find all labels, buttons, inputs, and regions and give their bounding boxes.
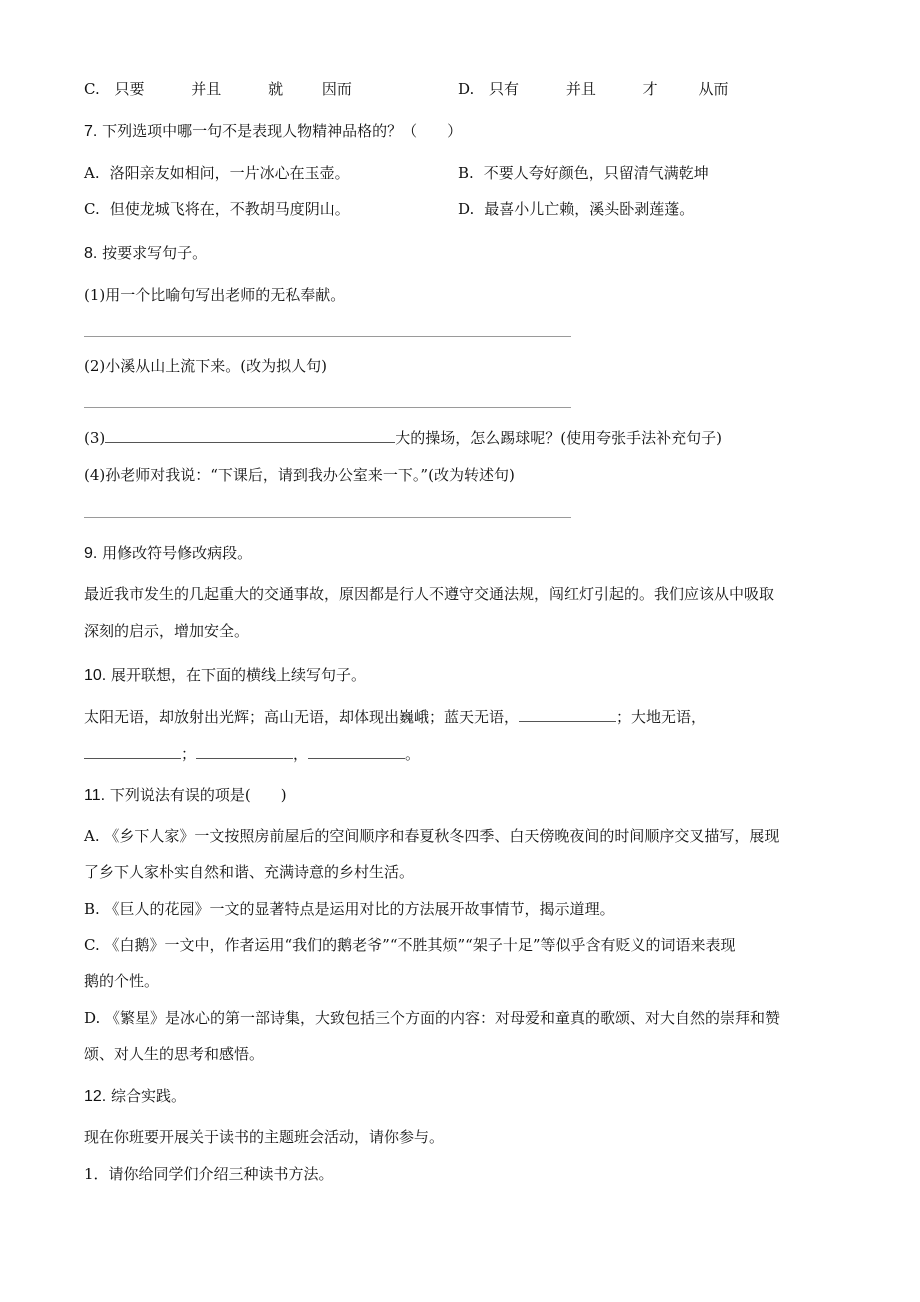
question-text: 下列选项中哪一句不是表现人物精神品格的？（ ） (102, 122, 463, 140)
q11-option-c-line-2: 鹅的个性。 (84, 972, 160, 990)
q7-option-b (458, 163, 709, 183)
separator: ， (293, 745, 309, 763)
option-text: 洛阳亲友如相问，一片冰心在玉壶。 (109, 164, 350, 182)
q11-option-b: B. 《巨人的花园》一文的显著特点是运用对比的方法展开故事情节，揭示道理。 (84, 900, 615, 918)
sub-label: (3) (84, 429, 106, 447)
fill-blank[interactable] (105, 427, 395, 443)
conjunction-word: 只要 (114, 80, 145, 98)
question-7-stem (84, 121, 462, 142)
fill-blank[interactable] (84, 743, 181, 759)
q8-sub-4: (4)孙老师对我说：“下课后，请到我办公室来一下。”(改为转述句) (84, 466, 515, 484)
q11-option-d-line-1: D. 《繁星》是冰心的第一部诗集，大致包括三个方面的内容：对母爱和童真的歌颂、对大自然的崇拜和赞 (84, 1009, 781, 1027)
option-letter: D. (458, 80, 475, 98)
option-text: 不要人夸好颜色，只留清气满乾坤 (483, 164, 709, 182)
q8-sub-3 (84, 427, 722, 448)
q10-line-1 (84, 706, 706, 727)
q7-option-d (458, 199, 694, 219)
q7-option-a (84, 163, 350, 183)
q6-option-d (458, 79, 728, 99)
question-8-stem (84, 243, 207, 264)
option-text: 但使龙城飞将在，不教胡马度阴山。 (109, 200, 350, 218)
q10-line-2 (84, 743, 420, 764)
question-text: 展开联想，在下面的横线上续写句子。 (111, 666, 367, 684)
fill-blank[interactable] (196, 743, 293, 759)
q11-option-c-line-1: C. 《白鹅》一文中，作者运用“我们的鹅老爷”“不胜其烦”“架子十足”等似乎含有贬义的词语来表现 (84, 936, 736, 954)
q12-item-1: 1．请你给同学们介绍三种读书方法。 (84, 1165, 334, 1183)
fill-blank[interactable] (519, 706, 616, 722)
q7-option-c (84, 199, 350, 219)
q9-paragraph-line-1: 最近我市发生的几起重大的交通事故，原因都是行人不遵守交通法规，闯红灯引起的。我们应该从中吸取 (84, 585, 775, 603)
option-letter: B. (458, 164, 474, 182)
option-letter: A. (84, 164, 100, 182)
fill-blank[interactable] (308, 743, 405, 759)
answer-line[interactable] (84, 336, 571, 337)
answer-line[interactable] (84, 517, 571, 518)
question-text: 按要求写句子。 (102, 244, 208, 262)
option-letter: C. (84, 200, 100, 218)
conjunction-word: 就 (268, 80, 284, 98)
question-text: 综合实践。 (111, 1087, 187, 1105)
q6-option-c (84, 79, 352, 99)
sub-text: 大的操场，怎么踢球呢？(使用夸张手法补充句子) (395, 429, 722, 447)
separator: 。 (405, 745, 421, 763)
q8-sub-1: (1)用一个比喻句写出老师的无私奉献。 (84, 286, 346, 304)
conjunction-word: 因而 (321, 80, 352, 98)
question-number: 8. (84, 245, 98, 262)
q11-option-a-line-2: 了乡下人家朴实自然和谐、充满诗意的乡村生活。 (84, 863, 415, 881)
q11-option-d-line-2: 颂、对人生的思考和感悟。 (84, 1045, 265, 1063)
separator: ； (181, 745, 197, 763)
option-letter: C. (84, 80, 100, 98)
question-number: 12. (84, 1088, 107, 1105)
option-letter: D. (458, 200, 475, 218)
q9-paragraph-line-2: 深刻的启示，增加安全。 (84, 622, 250, 640)
question-text: 下列说法有误的项是( ) (109, 786, 287, 804)
question-9-stem (84, 543, 252, 564)
conjunction-word: 只有 (489, 80, 520, 98)
q11-option-a-line-1: A. 《乡下人家》一文按照房前屋后的空间顺序和春夏秋冬四季、白天傍晚夜间的时间顺序交叉描写，展现 (84, 827, 780, 845)
conjunction-word: 才 (642, 80, 658, 98)
answer-line[interactable] (84, 407, 571, 408)
q12-intro: 现在你班要开展关于读书的主题班会活动，请你参与。 (84, 1128, 445, 1146)
conjunction-word: 并且 (191, 80, 222, 98)
question-number: 11. (84, 787, 106, 804)
conjunction-word: 从而 (698, 80, 729, 98)
question-number: 10. (84, 667, 107, 684)
option-text: 最喜小儿亡赖，溪头卧剥莲蓬。 (484, 200, 695, 218)
question-number: 7. (84, 123, 98, 140)
question-10-stem (84, 665, 366, 686)
question-text: 用修改符号修改病段。 (102, 544, 253, 562)
prompt-text: ；大地无语， (616, 708, 707, 726)
question-11-stem (84, 785, 287, 806)
question-12-stem (84, 1086, 186, 1107)
prompt-text: 太阳无语，却放射出光辉；高山无语，却体现出巍峨；蓝天无语， (84, 708, 520, 726)
conjunction-word: 并且 (565, 80, 596, 98)
q8-sub-2: (2)小溪从山上流下来。(改为拟人句) (84, 357, 327, 375)
question-number: 9. (84, 545, 98, 562)
